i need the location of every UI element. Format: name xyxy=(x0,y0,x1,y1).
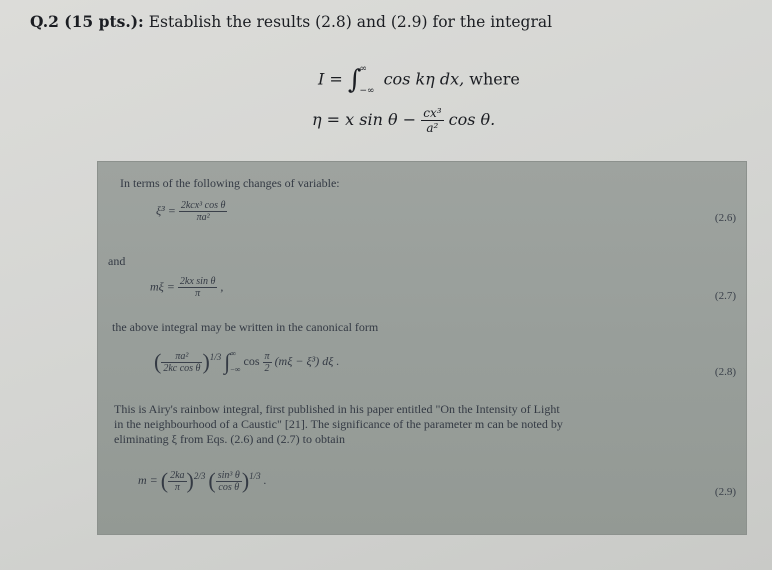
equation-2-6 xyxy=(156,200,227,223)
equation-2-7 xyxy=(150,276,223,299)
integral-body: cos kη dx, xyxy=(383,69,465,89)
eq26-number: (2.6) xyxy=(714,212,736,224)
excerpt-intro: In terms of the following changes of variable: xyxy=(120,176,340,190)
question-text: Establish the results (2.8) and (2.9) for the integral xyxy=(148,13,553,31)
eq28-half-numerator: π xyxy=(264,350,270,362)
eq26-denominator: πa² xyxy=(196,212,210,223)
paragraph-line-2: in the neighbourhood of a Caustic" [21]. The significance of the parameter m can be noted by xyxy=(114,417,563,431)
eq28-integral-icon: ∫ xyxy=(224,349,231,374)
and-word: and xyxy=(108,254,126,268)
eq27-number: (2.7) xyxy=(714,290,736,302)
eq28-upper: ∞ xyxy=(230,349,237,358)
integral-upper: ∞ xyxy=(359,64,367,74)
eq29-fraction-2 xyxy=(216,470,242,493)
eq28-lower: −∞ xyxy=(230,365,241,374)
eq26-numerator: 2kcx³ cos θ xyxy=(180,200,226,211)
eta-tail: cos θ. xyxy=(448,110,496,129)
eq27-lhs: mξ = xyxy=(150,279,175,294)
where-word: where xyxy=(469,69,520,89)
eq29-fraction-1 xyxy=(168,470,186,493)
eq29-power-2: 1/3 xyxy=(249,470,261,481)
eq28-denominator: 2kc cos θ xyxy=(163,362,201,374)
eq28-cos: cos xyxy=(243,353,260,368)
eta-equation xyxy=(312,106,495,135)
eq26-lhs: ξ³ = xyxy=(156,203,176,218)
eq29-f2-numerator: sin³ θ xyxy=(217,469,240,481)
integral-lhs: I = xyxy=(318,69,343,89)
eq29-lhs: m = xyxy=(138,472,158,487)
eq27-denominator: π xyxy=(195,288,201,299)
eq27-fraction xyxy=(178,276,217,299)
eq28-half-denominator: 2 xyxy=(264,362,270,374)
eq28-number: (2.8) xyxy=(714,366,736,378)
integral-limits xyxy=(359,58,374,102)
paragraph-line-3: eliminating ξ from Eqs. (2.6) and (2.7) to obtain xyxy=(114,432,345,446)
eta-fraction xyxy=(421,106,443,135)
paragraph-line-1: This is Airy's rainbow integral, first published in his paper entitled "On the Intensity of Light xyxy=(114,402,560,416)
canonical-text: the above integral may be written in the canonical form xyxy=(112,320,379,334)
eq29-f1-numerator: 2ka xyxy=(170,469,185,481)
eq29-power-1: 2/3 xyxy=(193,470,206,481)
integral-equation xyxy=(318,58,520,102)
integral-lower: −∞ xyxy=(359,86,375,96)
eq29-f2-denominator: cos θ xyxy=(218,481,240,493)
eq28-fraction xyxy=(161,351,202,374)
equation-2-9: m = ( $\frac{2ka}{\pi}$ )$^{2/3}$ ( $\frac{\text{sin³ θ}}{\text{cos θ}}$ )$^{1/3}$ . xyxy=(138,468,267,493)
eq28-body: (mξ − ξ³) dξ . xyxy=(274,353,340,368)
equation-2-8: ( $\frac{\text{πa²}}{\text{2kc cos θ}}$ )$^{1/3}$ ∫ ∞ −∞ cos $\frac{\pi}{2}$ (mξ − ξ³) dξ . xyxy=(154,346,339,378)
eq28-power: 1/3 xyxy=(209,351,222,362)
textbook-excerpt xyxy=(98,162,746,534)
eq29-tail: . xyxy=(263,472,267,487)
eq27-tail: , xyxy=(220,279,224,294)
eq29-number: (2.9) xyxy=(714,486,736,498)
eq28-numerator: πa² xyxy=(161,351,202,363)
eta-lhs: η = x sin θ − xyxy=(312,110,417,129)
eta-denominator: a² xyxy=(426,121,439,135)
question-heading xyxy=(30,12,552,31)
eq27-numerator: 2kx sin θ xyxy=(179,276,216,287)
question-label: Q.2 (15 pts.): xyxy=(30,12,144,31)
integral-sign-icon: ∫ xyxy=(347,65,362,95)
eq28-half-fraction xyxy=(263,351,272,374)
eq29-f1-denominator: π xyxy=(174,481,180,493)
eta-numerator: cx³ xyxy=(423,106,442,120)
eq26-fraction xyxy=(179,200,228,223)
